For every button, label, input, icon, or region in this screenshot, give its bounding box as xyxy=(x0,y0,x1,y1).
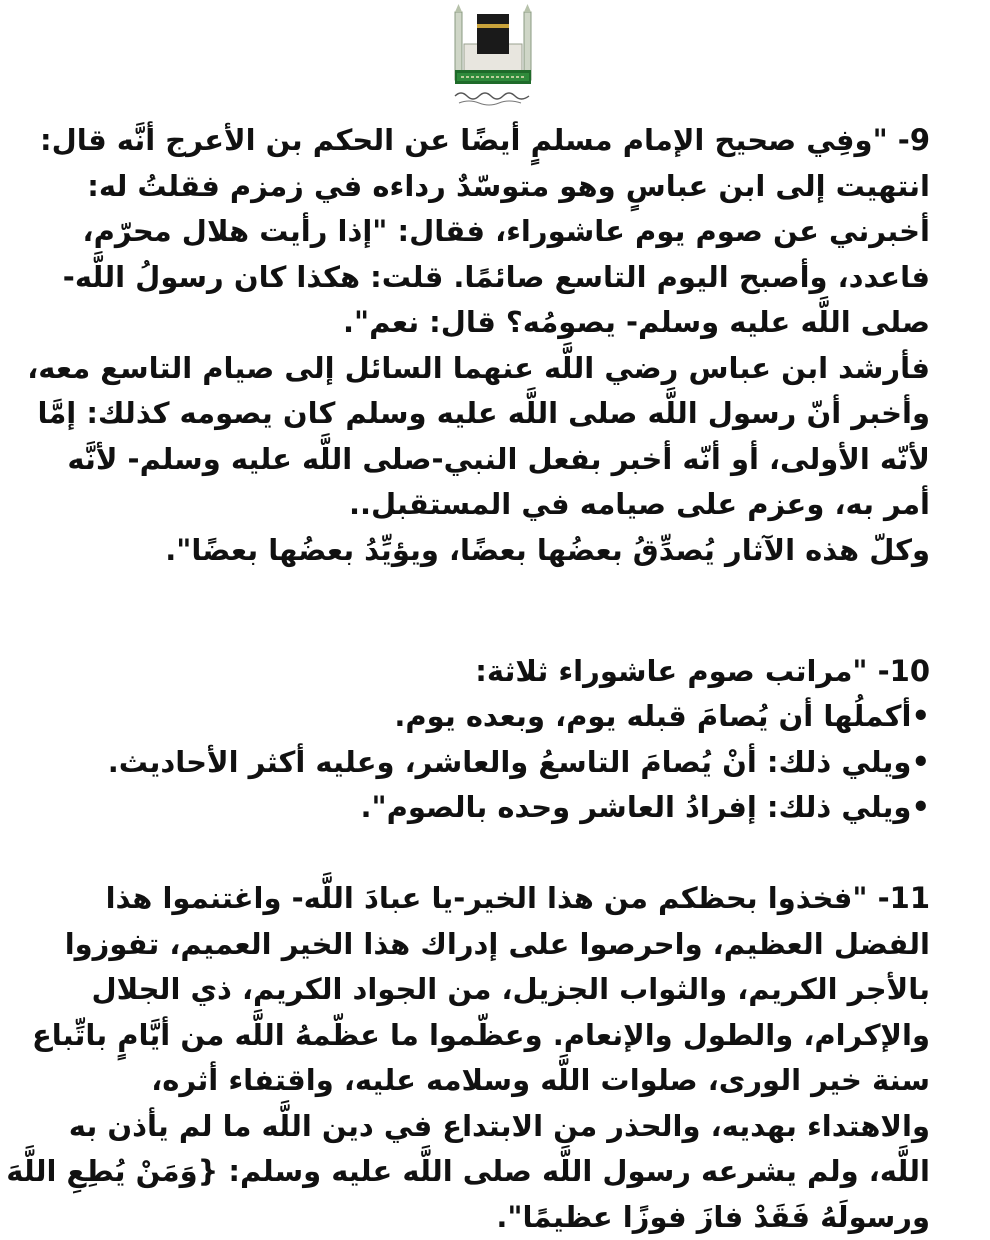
text-line: وأخبر أنّ رسول اللَّه صلى اللَّه عليه وسلم كان يصومه كذلك: إمَّا xyxy=(60,391,930,437)
text-line: أمر به، وعزم على صيامه في المستقبل.. xyxy=(60,482,930,528)
text-line: فأرشد ابن عباس رضي اللَّه عنهما السائل إلى صيام التاسع معه، xyxy=(60,346,930,392)
text-line: 9- "وفِي صحيح الإمام مسلمٍ أيضًا عن الحكم بن الأعرج أنَّه قال: xyxy=(60,118,930,164)
text-line: فاعدد، وأصبح اليوم التاسع صائمًا. قلت: هكذا كان رسولُ اللَّه- xyxy=(60,255,930,301)
text-line: ورسولَهُ فَقَدْ فازَ فوزًا عظيمًا". xyxy=(60,1195,930,1240)
paragraph-spacer xyxy=(60,619,930,649)
text-line: الفضل العظيم، واحرصوا على إدراك هذا الخير العميم، تفوزوا xyxy=(60,922,930,968)
text-line: •ويلي ذلك: إفرادُ العاشر وحده بالصوم". xyxy=(60,785,930,831)
text-line: سنة خير الورى، صلوات اللَّه وسلامه عليه، واقتفاء أثره، xyxy=(60,1058,930,1104)
text-line: صلى اللَّه عليه وسلم- يصومُه؟ قال: نعم". xyxy=(60,300,930,346)
text-line: 11- "فخذوا بحظكم من هذا الخير-يا عبادَ اللَّه- واغتنموا هذا xyxy=(60,876,930,922)
paragraph-spacer xyxy=(60,831,930,877)
ministry-logo xyxy=(449,4,537,108)
text-line: والإكرام، والطول والإنعام. وعظّموا ما عظّمهُ اللَّه من أيَّامٍ باتِّباع xyxy=(60,1013,930,1059)
kaaba-mosque-emblem-icon xyxy=(449,4,537,108)
text-line: •أكملُها أن يُصامَ قبله يوم، وبعده يوم. xyxy=(60,694,930,740)
article-body xyxy=(60,118,930,1240)
text-line: والاهتداء بهديه، والحذر من الابتداع في دين اللَّه ما لم يأذن به xyxy=(60,1104,930,1150)
text-line: اللَّه، ولم يشرعه رسول اللَّه صلى اللَّه عليه وسلم: {وَمَنْ يُطِعِ اللَّهَ xyxy=(60,1149,930,1195)
text-line: لأنّه الأولى، أو أنّه أخبر بفعل النبي-صلى اللَّه عليه وسلم- لأنَّه xyxy=(60,437,930,483)
text-line: 10- "مراتب صوم عاشوراء ثلاثة: xyxy=(60,649,930,695)
text-line: •ويلي ذلك: أنْ يُصامَ التاسعُ والعاشر، وعليه أكثر الأحاديث. xyxy=(60,740,930,786)
text-line: بالأجر الكريم، والثواب الجزيل، من الجواد الكريم، ذي الجلال xyxy=(60,967,930,1013)
text-line: أخبرني عن صوم يوم عاشوراء، فقال: "إذا رأيت هلال محرّم، xyxy=(60,209,930,255)
text-line: وكلّ هذه الآثار يُصدِّقُ بعضُها بعضًا، ويؤيِّدُ بعضُها بعضًا". xyxy=(60,528,930,574)
paragraph-spacer xyxy=(60,573,930,619)
section-11 xyxy=(60,876,930,1240)
section-9 xyxy=(60,118,930,573)
text-line: انتهيت إلى ابن عباسٍ وهو متوسّدٌ رداءه في زمزم فقلتُ له: xyxy=(60,164,930,210)
section-10 xyxy=(60,649,930,831)
